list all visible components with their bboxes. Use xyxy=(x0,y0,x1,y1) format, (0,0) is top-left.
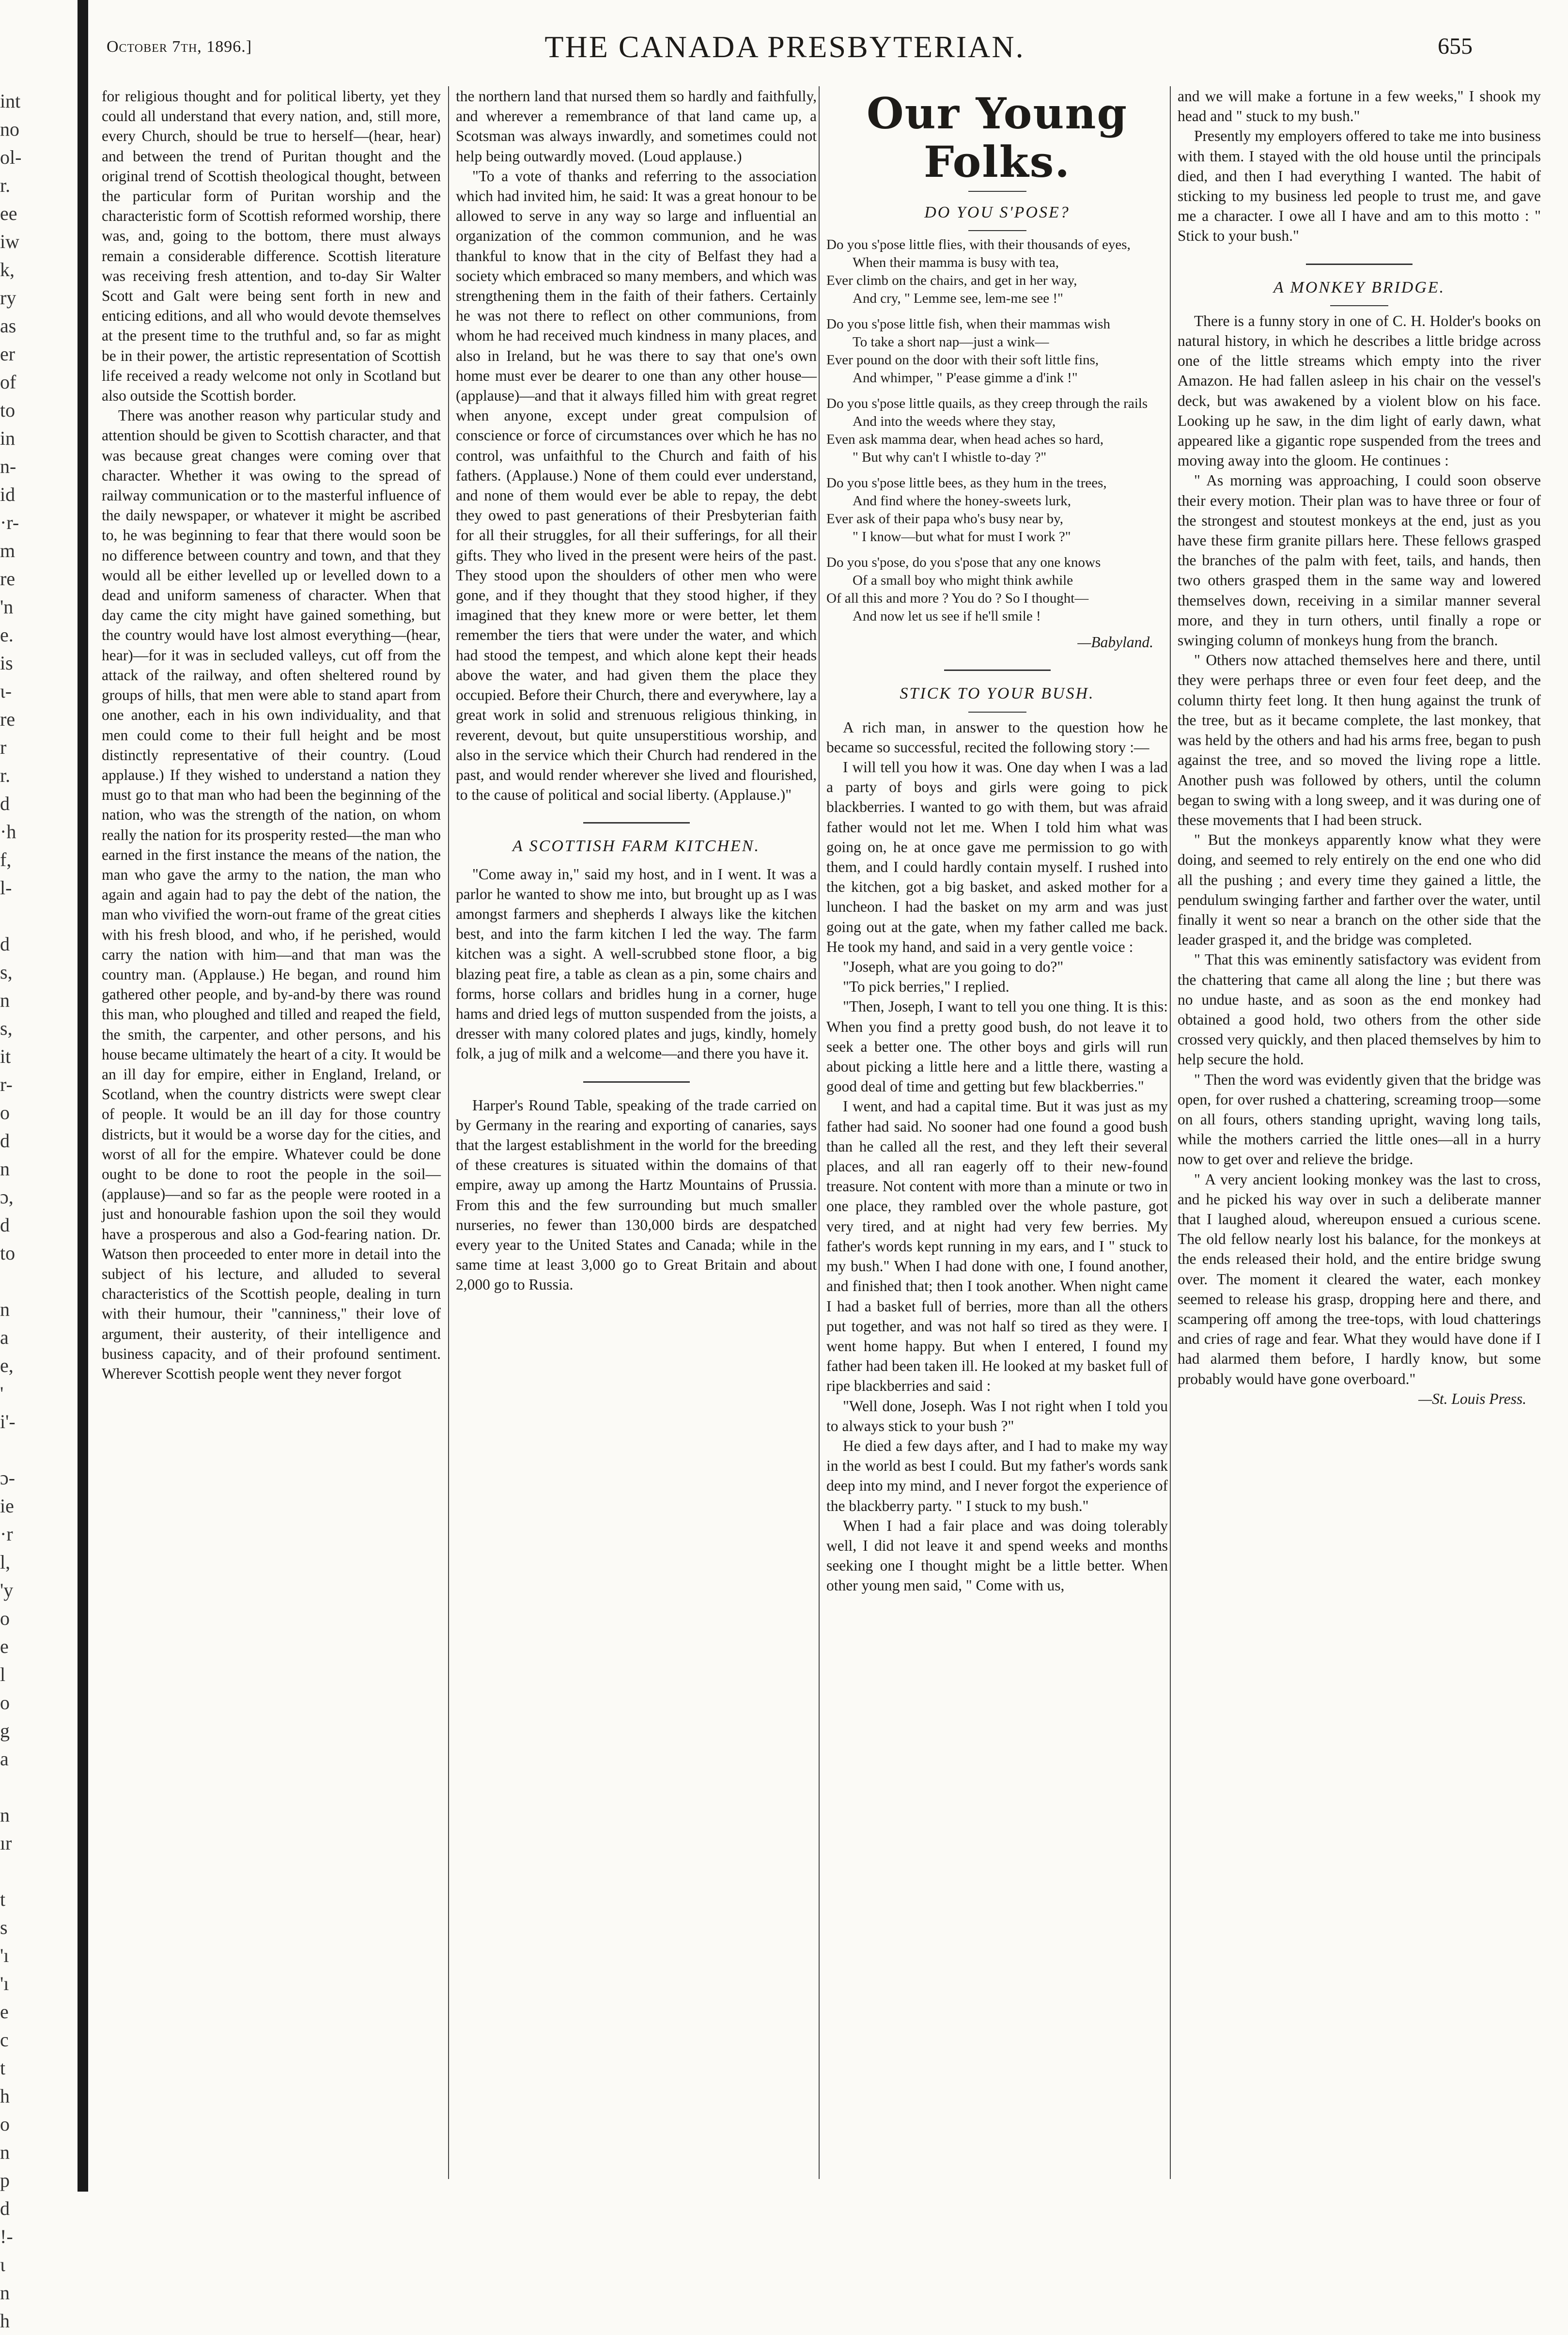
gutter-fragment: re xyxy=(0,568,16,590)
gutter-fragment: re xyxy=(0,708,16,730)
poem-line: To take a short nap—just a wink— xyxy=(853,334,1049,350)
gutter-fragment: e xyxy=(0,1635,9,1657)
gutter-fragment: ee xyxy=(0,202,17,224)
article-attribution: —St. Louis Press. xyxy=(1418,1390,1526,1407)
poem-line: And into the weeds where they stay, xyxy=(853,414,1056,430)
gutter-fragment: r. xyxy=(0,174,11,196)
poem-line: Of a small boy who might think awhile xyxy=(853,573,1073,589)
gutter-margin-text xyxy=(0,87,73,2332)
gutter-fragment: int xyxy=(0,90,21,112)
paragraph: "Come away in," said my host, and in I went. It was a parlor he wanted to show me into, but brought up as I was amongst farmers and shepherds I always like the kitchen best, and into the farm kitchen I led the way. The farm kitchen was a sight. A well-scrubbed stone floor, a big blazing peat fire, a table as clean as a pin, some chairs and forms, horse collars and bridles hung in a corner, huge hams and dried legs of mutton suspended from the joists, a dresser with many colored plates and jugs, kindly, homely folk, a jug of milk and a welcome—and there you have it. xyxy=(456,865,817,1062)
gutter-fragment: a xyxy=(0,1748,9,1770)
gutter-fragment: ie xyxy=(0,1495,14,1517)
gutter-fragment: iw xyxy=(0,231,19,252)
gutter-fragment: ·r- xyxy=(0,512,19,533)
gutter-fragment: l, xyxy=(0,1551,11,1573)
gutter-fragment: ' xyxy=(0,1383,4,1404)
gutter-fragment: in xyxy=(0,427,16,449)
gutter-fragment: e xyxy=(0,2001,9,2023)
gutter-fragment: r xyxy=(0,736,7,758)
poem-line xyxy=(826,546,1168,554)
paragraph: I went, and had a capital time. But it was just as my father had said. No sooner had one found a good bush than he called all the rest, and they left their several places, and all ran eagerly off to their new-found treasure. Not content with more than a minute or two in one place, they rambled over the whole pasture, got very tired, and at night had very few berries. My father's words kept running in my ears, and I " stuck to my bush." When I had done with one, I found another, and finished that; then I took another. When night came I had a basket full of berries, more than all the others put together, and was not half so tired as they were. I went home happy. But when I entered, I found my father had been taken ill. He looked at my basket full of ripe blackberries and said : xyxy=(826,1098,1168,1395)
paragraph: for religious thought and for political liberty, yet they could all understand that every nation, and, still more, every Church, should be true to herself—(hear, hear) and between the trend of Puritan thought and the original trend of Scottish theological thought, between the particular form of Puritan worship and the characteristic form of Scottish reformed worship, there was, and, going to the bottom, there must always remain a considerable difference. Scottish literature was receiving fresh attention, and to-day Sir Walter Scott and Galt were being sent forth in new and enticing editions, and all who would devote themselves at the present time to the truthful and, so far as might be in their power, the artistic representation of Scottish life received a ready welcome not only in Scotland but also outside the Scottish border. xyxy=(102,88,441,405)
article-heading: A SCOTTISH FARM KITCHEN. xyxy=(512,837,760,856)
binding-strip xyxy=(78,0,88,2192)
column-2 xyxy=(448,86,817,2179)
poem-line: Do you s'pose little fish, when their mammas wish xyxy=(826,316,1110,332)
paragraph: and we will make a fortune in a few weeks," I shook my head and " stuck to my bush." xyxy=(1178,88,1541,125)
gutter-fragment: ι- xyxy=(0,680,12,702)
section-masthead: Our Young Folks. xyxy=(867,88,1128,187)
gutter-fragment: o xyxy=(0,1102,10,1123)
paragraph: "Well done, Joseph. Was I not right when I told you to always stick to your bush ?" xyxy=(826,1397,1168,1434)
paragraph: He died a few days after, and I had to make my way in the world as best I could. But my father's words sank deep into my mind, and I never forgot the experience of the blackberry party. " I stuck to my bush." xyxy=(826,1437,1168,1514)
poem-line: Ever climb on the chairs, and get in her way, xyxy=(826,273,1077,289)
gutter-fragment: er xyxy=(0,343,16,365)
poem-line: Even ask mamma dear, when head aches so hard, xyxy=(826,432,1104,448)
gutter-fragment: g xyxy=(0,1720,10,1742)
poem-line: When their mamma is busy with tea, xyxy=(853,255,1059,271)
gutter-fragment: 'ı xyxy=(0,1945,9,1966)
gutter-fragment: l xyxy=(0,1664,6,1685)
section-divider xyxy=(583,822,690,824)
gutter-fragment: d xyxy=(0,793,10,814)
gutter-fragment: 'y xyxy=(0,1579,14,1601)
paragraph: the northern land that nursed them so hardly and faithfully, and wherever a remembrance of that land came up, a Scotsman was always inwardly, and sometimes could not help being outwardly moved. (Loud applause.) xyxy=(456,88,817,165)
gutter-fragment: t xyxy=(0,2057,6,2079)
gutter-fragment: n xyxy=(0,1158,10,1180)
poem-line: And now let us see if he'll smile ! xyxy=(853,608,1041,624)
column-4 xyxy=(1170,86,1541,2179)
poem-attribution: —Babyland. xyxy=(1077,634,1153,651)
poem-line xyxy=(826,387,1168,395)
gutter-fragment: id xyxy=(0,483,16,505)
gutter-fragment: m xyxy=(0,540,16,561)
gutter-fragment: n xyxy=(0,1804,10,1826)
poem-line: Do you s'pose, do you s'pose that any one knows xyxy=(826,555,1101,571)
gutter-fragment xyxy=(0,1857,73,1885)
gutter-fragment xyxy=(0,1436,73,1464)
gutter-fragment: ɔ- xyxy=(0,1467,16,1489)
gutter-fragment: 'n xyxy=(0,596,14,618)
column-1 xyxy=(102,86,441,2179)
paragraph: "Joseph, what are you going to do?" xyxy=(843,958,1064,976)
divider xyxy=(968,712,1026,713)
paragraph: " Others now attached themselves here and there, until they were perhaps three or even four feet deep, and the column thirty feet long. It then hung against the trunk of the tree, but as it became complete, the last monkey, that was held by the others and had his arms free, began to push against the tree, and so moved the living rope a little. Another push was followed by others, until the column began to swing with a long sweep, and it was during one of these movements that I had been struck. xyxy=(1178,652,1541,828)
article-heading: STICK TO YOUR BUSH. xyxy=(900,685,1095,703)
gutter-fragment: k, xyxy=(0,259,15,280)
gutter-fragment: h xyxy=(0,2310,10,2332)
paragraph: When I had a fair place and was doing tolerably well, I did not leave it and spend weeks and months seeking one I thought might be a little better. When other young men said, " Come with us, xyxy=(826,1517,1168,1594)
gutter-fragment: n xyxy=(0,2282,10,2304)
article-heading: A MONKEY BRIDGE. xyxy=(1273,278,1445,296)
poem-line: Ever ask of their papa who's busy near by, xyxy=(826,511,1063,527)
paragraph: There is a funny story in one of C. H. Holder's books on natural history, in which he describes a little bridge across one of the little streams which empty into the river Amazon. He had fallen asleep in his chair on the vessel's deck, but was awakened by a violent blow on his face. Looking up he saw, in the dim light of early dawn, what appeared like a gigantic rope suspended from the trees and moving away into the gloom. He continues : xyxy=(1178,312,1541,469)
gutter-fragment: n xyxy=(0,2141,10,2163)
gutter-fragment: no xyxy=(0,118,19,140)
gutter-fragment: e. xyxy=(0,624,14,646)
gutter-fragment: d xyxy=(0,933,10,955)
poem-line: Do you s'pose little bees, as they hum in the trees, xyxy=(826,475,1107,491)
gutter-fragment: ol- xyxy=(0,146,22,168)
gutter-fragment: of xyxy=(0,371,16,393)
header-date: October 7th, 1896.] xyxy=(107,38,252,56)
poem-line: " But why can't I whistle to-day ?" xyxy=(853,450,1047,466)
gutter-fragment: !- xyxy=(0,2226,13,2247)
paragraph: I will tell you how it was. One day when I was a lad a party of boys and girls were going to pick blackberries. I wanted to go with them, but was afraid father would not let me. When I told him what was going on, he at once gave me permission to go with them, and I could hardly contain myself. I rushed into the kitchen, got a big basket, and asked mother for a luncheon. I had the basket on my arm and was just going out at the gate, when my father called me back. He took my hand, and said in a very gentle voice : xyxy=(826,759,1168,955)
gutter-fragment: t xyxy=(0,1888,6,1910)
divider xyxy=(968,230,1026,231)
gutter-fragment: d xyxy=(0,1130,10,1152)
poem-title: DO YOU S'POSE? xyxy=(924,203,1070,221)
gutter-fragment: is xyxy=(0,652,13,674)
gutter-fragment: s, xyxy=(0,961,13,983)
gutter-fragment: f, xyxy=(0,849,12,871)
gutter-fragment: d xyxy=(0,2197,10,2219)
gutter-fragment: s xyxy=(0,1916,8,1938)
gutter-fragment: as xyxy=(0,315,16,337)
paragraph: Harper's Round Table, speaking of the trade carried on by Germany in the rearing and exporting of canaries, says that the largest establishment in the world for the breeding of these creatures is situated within the domains of that empire, away up among the Hartz Mountains of Prussia. From this and the few surrounding but much smaller nurseries, no fewer than 130,000 birds are despatched every year to the United States and Canada; while in the same time at least 3,000 go to Great Britain and about 2,000 go to Russia. xyxy=(456,1096,817,1293)
poem-line: Do you s'pose little quails, as they creep through the rails xyxy=(826,396,1148,412)
gutter-fragment: ·r xyxy=(0,1523,13,1545)
poem-line: Ever pound on the door with their soft little fins, xyxy=(826,352,1099,368)
paragraph: " Then the word was evidently given that the bridge was open, for over rushed a chattering, screaming troop—some on all fours, others standing upright, waving long tails, while the mothers carried the little ones—all in a hurry now to get over and relieve the bridge. xyxy=(1178,1071,1541,1168)
gutter-fragment: o xyxy=(0,1692,10,1713)
section-divider xyxy=(583,1081,690,1083)
paragraph: " A very ancient looking monkey was the last to cross, and he picked his way over in such a deliberate manner that I laughed aloud, whereupon ensued a curious scene. The old fellow nearly lost his balance, for the monkeys at the ends released their hold, and the entire bridge swung over. The moment it cleared the water, each monkey seemed to release his grasp, dropping here and there, and scampering off among the tree-tops, with loud chatterings and cries of rage and fear. What they would have done if I had alarmed them before, I hardly know, but some probably would have gone overboard." xyxy=(1178,1170,1541,1387)
paragraph: A rich man, in answer to the question how he became so successful, recited the following story :— xyxy=(826,718,1168,756)
gutter-fragment: e, xyxy=(0,1354,14,1376)
gutter-fragment: n xyxy=(0,989,10,1011)
page-number: 655 xyxy=(1438,33,1473,59)
gutter-fragment: ·h xyxy=(0,821,16,842)
gutter-fragment: n xyxy=(0,1298,10,1320)
poem-line: Of all this and more ? You do ? So I thought— xyxy=(826,591,1089,607)
gutter-fragment xyxy=(0,902,73,930)
divider xyxy=(1330,305,1388,306)
gutter-fragment: p xyxy=(0,2169,10,2191)
gutter-fragment: ry xyxy=(0,287,16,309)
gutter-fragment: h xyxy=(0,2085,10,2107)
gutter-fragment: a xyxy=(0,1326,9,1348)
paragraph: "Then, Joseph, I want to tell you one thing. It is this: When you find a pretty good bush, do not leave it to seek a better one. The other boys and girls will run about picking a little here and a little there, wasting a good deal of time and getting but few blackberries." xyxy=(826,998,1168,1095)
gutter-fragment: r- xyxy=(0,1074,13,1095)
paragraph: "To pick berries," I replied. xyxy=(843,978,1009,996)
paragraph: Presently my employers offered to take me into business with them. I stayed with the old house until the principals died, and then I had everything I wanted. The habit of sticking to my business led people to trust me, and gave me a character. I owe all I have and am to this motto : " Stick to your bush." xyxy=(1178,127,1541,245)
section-divider xyxy=(944,669,1051,671)
poem-line: And whimper, " P'ease gimme a d'ink !" xyxy=(853,370,1078,386)
page-title: THE CANADA PRESBYTERIAN. xyxy=(544,30,1025,64)
poem-line: Do you s'pose little flies, with their thousands of eyes, xyxy=(826,237,1131,253)
gutter-fragment: ι xyxy=(0,2254,5,2275)
gutter-fragment: c xyxy=(0,2029,9,2051)
page-header xyxy=(97,24,1473,68)
gutter-fragment: o xyxy=(0,1607,10,1629)
section-divider xyxy=(1306,264,1413,265)
paragraph: "To a vote of thanks and referring to the association which had invited him, he said: It was a great honour to be allowed to serve in any way so large and influential an organization of the common communion, and he was thankful to know that in the city of Belfast they had a society which embraced so many members, and which was strengthening them in the faith of their fathers. Certainly he was not there to reflect on other communions, from whom he had received much kindness in many places, and also in Ireland, but he was there to say that one's own home must ever be dearer to one than any other house—(applause)—and that it always filled him with great regret when anyone, except under great compulsion of conscience or force of circumstances over which he has no control, was unfaithful to the Church and faith of his fathers. (Applause.) None of them could ever understand, and none of them would ever be able to repay, the debt they owed to past generations of their Presbyterian faith for all their struggles, for all their sufferings, for all their gifts. They who lived in the present were heirs of the past. They stood upon the shoulders of other men who were gone, and if they thought that they stood higher, if they imagined that they knew more or were better, let them remember the tiers that were under the water, and which had stood the tempest, and which alone kept their heads above the water, and had given them the place they occupied. Before their Church, there and everywhere, lay a great work in solid and strenuous religious thinking, in reverent, devout, but quite unsuperstitious worship, and also in the service which their Church had rendered in the past, and would render wherever she lived and flourished, to the cause of political and social liberty. (Applause.)" xyxy=(456,167,817,804)
gutter-fragment: to xyxy=(0,399,16,421)
paragraph: " But the monkeys apparently know what they were doing, and seemed to rely entirely on the end one who did all the pushing ; and every time they gained a little, the pendulum swinging farther and farther over the water, until finally it went so near a branch on the other side that the leader grasped it, and the bridge was completed. xyxy=(1178,831,1541,949)
gutter-fragment: 'ı xyxy=(0,1973,9,1994)
poem-line: " I know—but what for must I work ?" xyxy=(853,529,1071,545)
gutter-fragment: it xyxy=(0,1045,11,1067)
gutter-fragment xyxy=(0,1267,73,1295)
gutter-fragment: to xyxy=(0,1242,16,1264)
gutter-fragment: ɔ, xyxy=(0,1186,14,1208)
poem-line xyxy=(826,467,1168,474)
paragraph: " That this was eminently satisfactory was evident from the chattering that came all along the line ; but there was no undue haste, and as soon as the end monkey had obtained a good hold, two others from the other side crossed very quickly, and then placed themselves by him to help secure the hold. xyxy=(1178,951,1541,1068)
gutter-fragment: r. xyxy=(0,764,11,786)
divider xyxy=(968,191,1026,192)
poem-line: And find where the honey-sweets lurk, xyxy=(853,493,1071,509)
gutter-fragment: d xyxy=(0,1214,10,1236)
poem-line: And cry, " Lemme see, lem-me see !" xyxy=(853,291,1063,307)
paragraph: " As morning was approaching, I could soon observe their every motion. Their plan was to have three or four of the strongest and stoutest monkeys at the end, just as you have these firm granite pillars here. These fellows grasped the branches of the palm with feet, tails, and hands, then two others grasped them in the same way and lowered themselves down, receiving in a similar manner several more, and they in turn others, until finally a rope or swinging column of monkeys hung from the branch. xyxy=(1178,472,1541,649)
poem xyxy=(826,236,1168,625)
gutter-fragment: o xyxy=(0,2113,10,2135)
poem-line xyxy=(826,308,1168,315)
gutter-fragment: s, xyxy=(0,1017,13,1039)
column-3 xyxy=(819,86,1168,2179)
paragraph: There was another reason why particular study and attention should be given to Scottish character, and that was because great changes were coming over that character. Whether it was owing to the spread of railway communication or to the masterful influence of the daily newspaper, or whatever it might be ascribed to, he was beginning to fear that there would soon be no difference between country and town, and that they would all be either levelled up or levelled down to a dead and uniform sameness of character. When that day came the city might have gained something, but the country would have lost almost everything—(hear, hear)—for it was in secluded valleys, cut off from the attack of the railway, and often sheltered round by groups of hills, that men were able to stand apart from one another, each in his own individuality, and that men could come to their full height and be most distinctly representative of their country. (Loud applause.) If they wished to understand a nation they must go to that man who had been the beginning of the nation, who was the strength of the nation, on whom really the nation for its prosperity rested—the man who earned in the first instance the means of the nation, the man who gave the army to the nation, the man who again and again had to pay the debt of the nation, the man who vivified the worn-out frame of the great cities with his fresh blood, and who, if he perished, would carry the nation with him—and that man was the country man. (Applause.) He began, and round him gathered other people, and by-and-by there was round this man, who ploughed and tilled and reaped the field, the smith, the carpenter, and other persons, and his house became ultimately the heart of a city. It would be an ill day for empire, either in England, Ireland, or Scotland, when the country districts were swept clear of people. It would be an ill day for those country districts, but it would be a worse day for the cities, and worst of all for the empire. Whatever could be done ought to be done to root the people in the soil—(applause)—and so far as the people were rooted in a just and honourable fashion upon the soil they would have a prosperous and also a God-fearing nation. Dr. Watson then proceeded to enter more in detail into the subject of his lecture, and alluded to several characteristics of the Scottish people, dealing in turn with their humour, their "canniness," their love of argument, their austerity, of their intelligence and business capacity, and of their profound sentiment. Wherever Scottish people went they never forgot xyxy=(102,407,441,1382)
gutter-fragment: l- xyxy=(0,877,12,899)
gutter-fragment: i'- xyxy=(0,1411,16,1432)
gutter-fragment: ır xyxy=(0,1832,12,1854)
gutter-fragment: n- xyxy=(0,455,16,477)
gutter-fragment xyxy=(0,1773,73,1801)
